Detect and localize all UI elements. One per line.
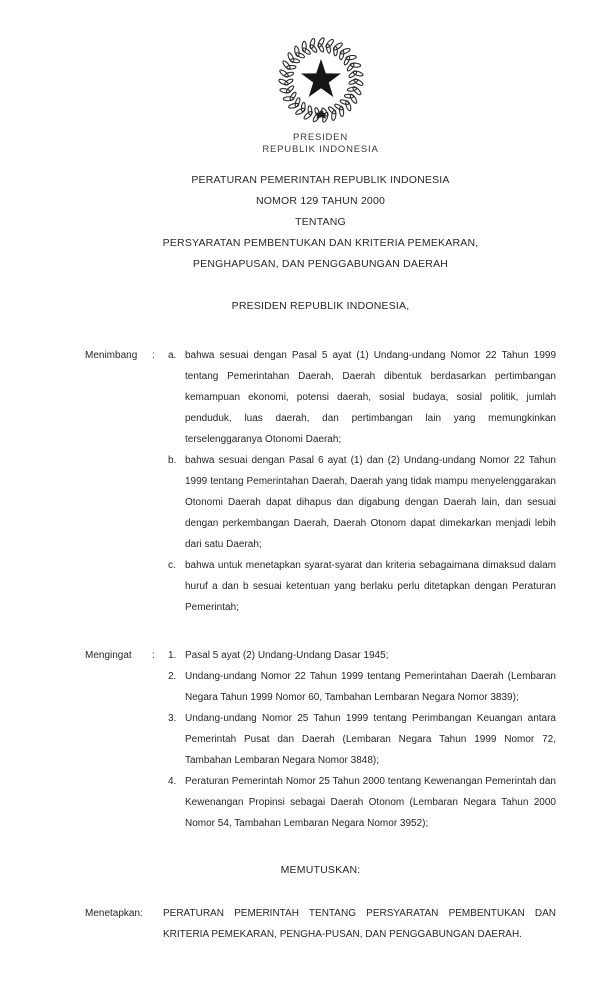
item-text: Undang-undang Nomor 25 Tahun 1999 tentang Perimbangan Keuangan antara Pemerintah Pusat dan Daerah (Lembaran Negara Tahun 1999 Nomor 72, Tambahan Lembaran Negara Nomor 3848);: [185, 713, 556, 766]
section-label-menetapkan: Menetapkan:: [85, 908, 143, 919]
item-marker: 4.: [168, 776, 177, 787]
memutuskan-heading: MEMUTUSKAN:: [280, 864, 361, 876]
list-item: [168, 450, 556, 555]
section-label-mengingat: Mengingat: [85, 650, 132, 661]
letterhead-republik-indonesia: REPUBLIK INDONESIA: [262, 143, 379, 155]
section-label-menimbang: Menimbang: [85, 350, 138, 361]
colon-separator: :: [152, 350, 155, 361]
doc-title-line4: PERSYARATAN PEMBENTUKAN DAN KRITERIA PEMEKARAN,: [162, 237, 479, 249]
mengingat-items: [168, 645, 556, 834]
item-marker: 1.: [168, 650, 177, 661]
document-content: [85, 0, 556, 945]
menetapkan-text: PERATURAN PEMERINTAH TENTANG PERSYARATAN PEMBENTUKAN DAN KRITERIA PEMEKARAN, PENGHA-PUSAN, DAN PENGGABUNGAN DAERAH.: [163, 908, 556, 940]
item-marker: 3.: [168, 713, 177, 724]
item-text: Pasal 5 ayat (2) Undang-Undang Dasar 1945;: [185, 650, 389, 661]
list-item: [168, 345, 556, 450]
presidential-seal: [85, 36, 556, 131]
doc-title-line3: TENTANG: [295, 216, 346, 228]
list-item: [168, 771, 556, 834]
item-text: Peraturan Pemerintah Nomor 25 Tahun 2000 tentang Kewenangan Pemerintah dan Kewenangan Propinsi sebagai Daerah Otonom (Lembaran Negara Tahun 2000 Nomor 54, Tambahan Lembaran Negara Nomor 3952);: [185, 776, 556, 829]
letterhead: [85, 132, 556, 155]
salutation: PRESIDEN REPUBLIK INDONESIA,: [231, 300, 410, 312]
item-marker: b.: [168, 455, 177, 466]
wreath-base-ornament-icon: [315, 110, 326, 119]
doc-title-line2: NOMOR 129 TAHUN 2000: [255, 195, 386, 207]
item-marker: a.: [168, 350, 177, 361]
doc-title-line5: PENGHAPUSAN, DAN PENGGABUNGAN DAERAH: [192, 258, 449, 270]
list-item: [168, 708, 556, 771]
item-marker: 2.: [168, 671, 177, 682]
doc-title-line1: PERATURAN PEMERINTAH REPUBLIK INDONESIA: [191, 174, 450, 186]
section-menimbang: [85, 345, 556, 618]
list-item: [168, 555, 556, 618]
list-item: [168, 645, 556, 666]
section-menetapkan: [85, 903, 556, 945]
item-text: bahwa sesuai dengan Pasal 6 ayat (1) dan (2) Undang-undang Nomor 22 Tahun 1999 tentang Pemerintahan Daerah, Daerah yang tidak mampu menyelenggarakan Otonomi Daerah dapat dihapus dan digabung dengan Daerah lain, dan sesuai dengan perkembangan Daerah, Daerah Otonom dapat dimekarkan menjadi lebih dari satu Daerah;: [185, 455, 556, 550]
menimbang-items: [168, 345, 556, 618]
colon-separator: :: [152, 650, 155, 661]
title-block: [85, 170, 556, 275]
item-text: bahwa sesuai dengan Pasal 5 ayat (1) Undang-undang Nomor 22 Tahun 1999 tentang Pemerintahan Daerah, Daerah dibentuk berdasarkan pertimbangan kemampuan ekonomi, potensi daerah, sosial budaya, sosial politik, jumlah penduduk, luas daerah, dan pertimbangan lain yang memungkinkan terselenggaranya Otonomi Daerah;: [185, 350, 556, 445]
letterhead-presiden: PRESIDEN: [293, 132, 348, 143]
list-item: [168, 666, 556, 708]
item-marker: c.: [168, 560, 176, 571]
star-icon: [301, 59, 341, 97]
item-text: Undang-undang Nomor 22 Tahun 1999 tentang Pemerintahan Daerah (Lembaran Negara Tahun 1999 Nomor 60, Tambahan Lembaran Negara Nomor 3839);: [185, 671, 556, 703]
item-text: bahwa untuk menetapkan syarat-syarat dan kriteria sebagaimana dimaksud dalam huruf a dan b sesuai ketentuan yang berlaku perlu ditetapkan dengan Peraturan Pemerintah;: [185, 560, 556, 613]
section-mengingat: [85, 645, 556, 834]
